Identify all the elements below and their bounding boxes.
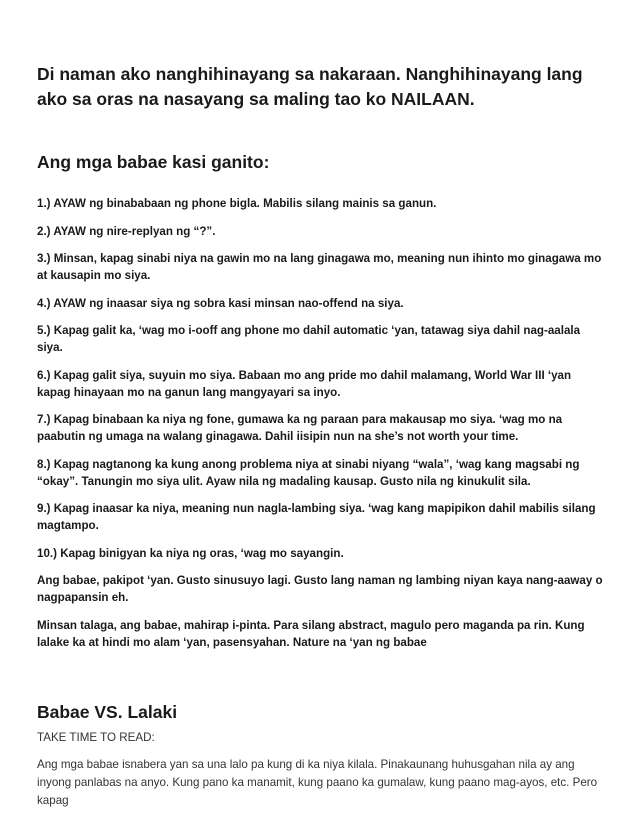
closing-paragraph: Ang babae, pakipot ‘yan. Gusto sinusuyo lagi. Gusto lang naman ng lambing niyan kaya nang-aaway o nagpapansin eh. — [37, 574, 603, 604]
list-item: 7.) Kapag binabaan ka niya ng fone, gumawa ka ng paraan para makausap mo siya. ‘wag mo na paabutin ng umaga na walang ginagawa. Dahil iisipin nun na she’s not worth your time. — [37, 413, 563, 443]
list-item: 10.) Kapag binigyan ka niya ng oras, ‘wag mo sayangin. — [37, 546, 344, 560]
list-item: 6.) Kapag galit siya, suyuin mo siya. Babaan mo ang pride mo dahil malamang, World War III ‘yan kapag hinayaan mo na ganun lang mangyayari sa inyo. — [37, 368, 572, 399]
list-item: 1.) AYAW ng binababaan ng phone bigla. Mabilis silang mainis sa ganun. — [37, 197, 437, 210]
intro-text: Di naman ako nanghihinayang sa nakaraan. Nanghihinayang lang ako sa oras na nasayang sa maling tao ko NAILAAN. — [37, 64, 583, 109]
list-heading: Ang mga babae kasi ganito: — [37, 152, 270, 172]
section-paragraph: Ang mga babae isnabera yan sa una lalo pa kung di ka niya kilala. Pinakaunang huhusgahan nila ay ang inyong panlabas na anyo. Kung pano ka manamit, kung paano ka gumalaw, kung paano mag-ayos, etc. Pero kapag — [37, 758, 598, 807]
section-subtitle: TAKE TIME TO READ: — [37, 731, 155, 744]
closing-paragraph: Minsan talaga, ang babae, mahirap i-pinta. Para silang abstract, magulo pero maganda pa rin. Kung lalake ka at hindi mo alam ‘yan, pasensyahan. Nature na ‘yan ng babae — [37, 618, 585, 649]
list-item: 8.) Kapag nagtanong ka kung anong problema niya at sinabi niyang “wala”, ‘wag kang magsabi ng “okay”. Tanungin mo siya ulit. Ayaw nila ng madaling kausap. Gusto nila ng kinukulit sila. — [37, 457, 580, 488]
list-item: 4.) AYAW ng inaasar siya ng sobra kasi minsan nao-offend na siya. — [37, 296, 404, 310]
tips-list — [37, 195, 603, 661]
list-item: 3.) Minsan, kapag sinabi niya na gawin mo na lang ginagawa mo, meaning nun ihinto mo ginagawa mo at kausapin mo siya. — [37, 252, 602, 282]
list-item: 9.) Kapag inaasar ka niya, meaning nun nagla-lambing siya. ‘wag kang mapipikon dahil mabilis silang magtampo. — [37, 502, 596, 532]
list-item: 2.) AYAW ng nire-replyan ng “?”. — [37, 224, 216, 238]
section-heading: Babae VS. Lalaki — [37, 702, 178, 722]
list-item: 5.) Kapag galit ka, ‘wag mo i-ooff ang phone mo dahil automatic ‘yan, tatawag siya dahil nag-aalala siya. — [37, 324, 581, 354]
